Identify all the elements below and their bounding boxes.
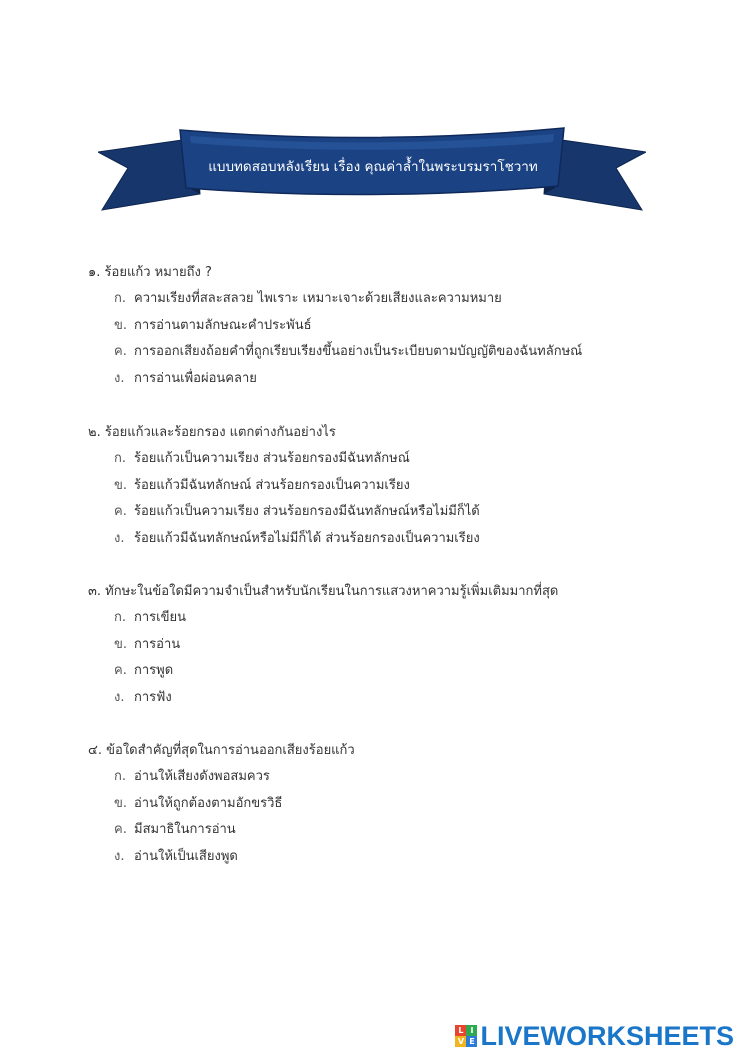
question-number: ๑. [88,265,101,280]
option-text: อ่านให้เสียงดังพอสมควร [134,769,270,784]
option-d[interactable] [114,369,728,396]
option-b[interactable] [114,316,728,343]
question-2 [88,423,728,555]
question-text: ข้อใดสำคัญที่สุดในการอ่านออกเสียงร้อยแก้ว [106,743,355,758]
option-letter: ข. [114,477,128,493]
question-stem [88,263,728,283]
option-text: ร้อยแก้วเป็นความเรียง ส่วนร้อยกรองมีฉันทลักษณ์หรือไม่มีก็ได้ [134,504,480,519]
option-text: ความเรียงที่สละสลวย ไพเราะ เหมาะเจาะด้วยเสียงและความหมาย [134,291,502,306]
question-number: ๓. [88,584,102,599]
option-text: มีสมาธิในการอ่าน [134,822,236,837]
option-text: การพูด [134,663,174,678]
option-c[interactable] [114,820,728,847]
question-number: ๔. [88,743,102,758]
option-b[interactable] [114,476,728,503]
mark-letter-i: I [466,1025,477,1036]
option-letter: ข. [114,317,128,333]
option-text: การอ่าน [134,636,181,652]
option-text: ร้อยแก้วมีฉันทลักษณ์หรือไม่มีก็ได้ ส่วนร้อยกรองเป็นความเรียง [134,530,480,546]
brand-name: LIVEWORKSHEETS [480,1020,734,1051]
liveworksheets-mark-icon [455,1025,477,1047]
option-letter: ข. [114,636,128,652]
option-letter: ง. [114,689,125,705]
option-a[interactable] [114,449,728,476]
mark-letter-v: V [455,1036,466,1047]
option-text: การเขียน [134,610,186,625]
liveworksheets-logo[interactable] [455,1022,734,1050]
option-d[interactable] [114,529,728,556]
question-text: ทักษะในข้อใดมีความจำเป็นสำหรับนักเรียนในการแสวงหาความรู้เพิ่มเติมมากที่สุด [105,584,559,599]
option-text: การออกเสียงถ้อยคำที่ถูกเรียบเรียงขึ้นอย่างเป็นระเบียบตามบัญญัติของฉันทลักษณ์ [134,344,583,359]
option-letter: ก. [114,451,127,466]
option-text: อ่านให้ถูกต้องตามอักขรวิธี [134,795,283,811]
option-d[interactable] [114,688,728,715]
option-text: การอ่านเพื่อผ่อนคลาย [134,370,257,386]
question-text: ร้อยแก้ว หมายถึง ? [104,265,212,280]
option-c[interactable] [114,342,728,369]
option-b[interactable] [114,635,728,662]
question-number: ๒. [88,425,101,440]
option-b[interactable] [114,794,728,821]
option-a[interactable] [114,289,728,316]
question-stem [88,423,728,443]
option-c[interactable] [114,661,728,688]
option-letter: ค. [114,344,127,359]
option-text: ร้อยแก้วมีฉันทลักษณ์ ส่วนร้อยกรองเป็นความเรียง [134,477,410,493]
question-text: ร้อยแก้วและร้อยกรอง แตกต่างกันอย่างไร [104,425,336,440]
option-letter: ข. [114,795,128,811]
mark-letter-l: L [455,1025,466,1036]
question-4 [88,741,728,873]
question-stem [88,741,728,761]
option-letter: ก. [114,610,127,625]
option-text: ร้อยแก้วเป็นความเรียง ส่วนร้อยกรองมีฉันทลักษณ์ [134,451,410,466]
worksheet-title: แบบทดสอบหลังเรียน เรื่อง คุณค่าล้ำในพระบรมราโชวาท [208,159,538,175]
option-text: การฟัง [134,689,172,705]
option-letter: ง. [114,530,125,546]
option-letter: ค. [114,822,127,837]
option-text: การอ่านตามลักษณะคำประพันธ์ [134,317,312,333]
option-text: อ่านให้เป็นเสียงพูด [134,848,238,864]
option-letter: ง. [114,370,125,386]
option-d[interactable] [114,847,728,874]
question-3 [88,582,728,714]
question-1 [88,263,728,395]
option-letter: ค. [114,504,127,519]
option-letter: ก. [114,291,127,306]
question-stem [88,582,728,602]
option-letter: ค. [114,663,127,678]
option-letter: ก. [114,769,127,784]
mark-letter-e: E [466,1036,477,1047]
option-c[interactable] [114,502,728,529]
option-a[interactable] [114,608,728,635]
option-letter: ง. [114,848,125,864]
option-a[interactable] [114,767,728,794]
